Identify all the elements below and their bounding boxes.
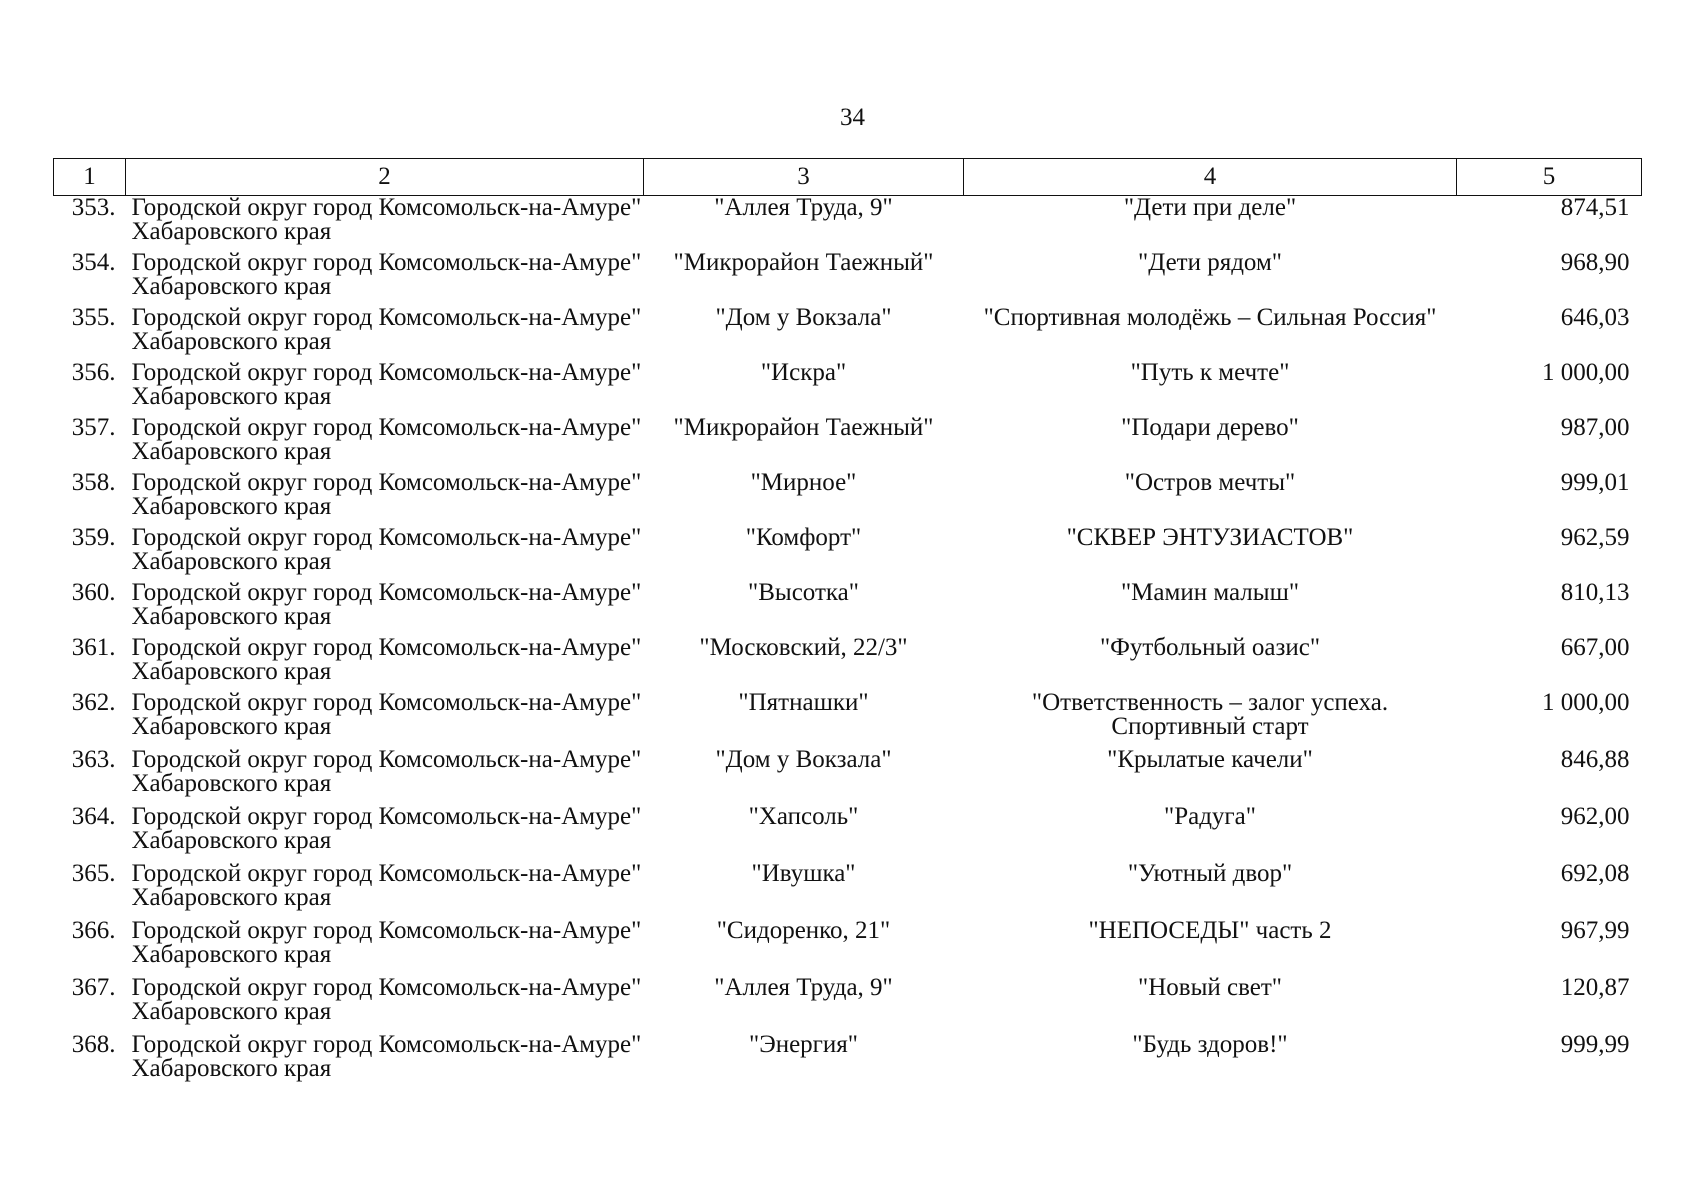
- row-number: 358.: [71, 468, 116, 496]
- table-row: [54, 581, 1642, 636]
- object-name: "Высотка": [748, 578, 859, 606]
- column-header-4: 4: [964, 159, 1457, 196]
- table-row: [54, 748, 1642, 805]
- municipality: Городской округ город Комсомольск-на-Амуре" Хабаровского края: [131, 859, 642, 911]
- municipality: Городской округ город Комсомольск-на-Амуре" Хабаровского края: [131, 802, 642, 854]
- object-name: "Искра": [760, 358, 847, 386]
- table-row: [54, 691, 1642, 748]
- project-name: "Уютный двор": [1127, 859, 1293, 887]
- amount: 962,00: [1560, 802, 1630, 830]
- row-number: 367.: [71, 973, 116, 1001]
- municipality: Городской округ город Комсомольск-на-Амуре" Хабаровского края: [131, 303, 642, 355]
- project-name: "Спортивная молодёжь – Сильная Россия": [983, 303, 1437, 331]
- project-name: "Новый свет": [1138, 973, 1282, 1001]
- object-name: "Микрорайон Таежный": [673, 413, 934, 441]
- data-table: [53, 158, 1642, 1090]
- municipality: Городской округ город Комсомольск-на-Амуре" Хабаровского края: [131, 578, 642, 630]
- table-row: [54, 919, 1642, 976]
- table-row: [54, 416, 1642, 471]
- object-name: "Микрорайон Таежный": [673, 248, 934, 276]
- table-row: [54, 306, 1642, 361]
- municipality: Городской округ город Комсомольск-на-Амуре" Хабаровского края: [131, 523, 642, 575]
- row-number: 368.: [71, 1030, 116, 1058]
- amount: 120,87: [1560, 973, 1630, 1001]
- amount: 1 000,00: [1542, 688, 1630, 716]
- municipality: Городской округ город Комсомольск-на-Амуре" Хабаровского края: [131, 413, 642, 465]
- project-name: "Дети рядом": [1138, 248, 1282, 276]
- project-name: "Дети при деле": [1123, 194, 1297, 221]
- table-row: [54, 471, 1642, 526]
- table-row: [54, 976, 1642, 1033]
- object-name: "Энергия": [748, 1030, 859, 1058]
- amount: 967,99: [1560, 916, 1630, 944]
- amount: 646,03: [1560, 303, 1630, 331]
- row-number: 363.: [71, 745, 116, 773]
- row-number: 365.: [71, 859, 116, 887]
- row-number: 357.: [71, 413, 116, 441]
- object-name: "Дом у Вокзала": [715, 745, 892, 773]
- object-name: "Ивушка": [751, 859, 856, 887]
- project-name: "Остров мечты": [1124, 468, 1296, 496]
- municipality: Городской округ город Комсомольск-на-Амуре" Хабаровского края: [131, 194, 642, 245]
- object-name: "Мирное": [750, 468, 857, 496]
- project-name: "Путь к мечте": [1130, 358, 1290, 386]
- amount: 1 000,00: [1542, 358, 1630, 386]
- project-name: "Мамин малыш": [1120, 578, 1300, 606]
- object-name: "Аллея Труда, 9": [714, 194, 893, 221]
- column-header-5: 5: [1457, 159, 1642, 196]
- table-row: [54, 862, 1642, 919]
- object-name: "Комфорт": [745, 523, 862, 551]
- project-name: "НЕПОСЕДЫ" часть 2: [1088, 916, 1332, 944]
- table-row: [54, 196, 1642, 251]
- amount: 667,00: [1560, 633, 1630, 661]
- object-name: "Хапсоль": [748, 802, 859, 830]
- amount: 999,01: [1560, 468, 1630, 496]
- amount: 874,51: [1560, 194, 1630, 221]
- object-name: "Дом у Вокзала": [715, 303, 892, 331]
- column-header-3: 3: [644, 159, 964, 196]
- amount: 810,13: [1560, 578, 1630, 606]
- object-name: "Московский, 22/3": [699, 633, 908, 661]
- municipality: Городской округ город Комсомольск-на-Амуре" Хабаровского края: [131, 633, 642, 685]
- object-name: "Сидоренко, 21": [716, 916, 891, 944]
- row-number: 353.: [71, 194, 116, 221]
- row-number: 366.: [71, 916, 116, 944]
- municipality: Городской округ город Комсомольск-на-Амуре" Хабаровского края: [131, 916, 642, 968]
- amount: 987,00: [1560, 413, 1630, 441]
- project-name: "Футбольный оазис": [1099, 633, 1321, 661]
- page-number: 34: [840, 104, 865, 131]
- row-number: 360.: [71, 578, 116, 606]
- project-name: "Крылатые качели": [1107, 745, 1313, 773]
- row-number: 355.: [71, 303, 116, 331]
- object-name: "Пятнашки": [738, 688, 869, 716]
- project-name: "Ответственность – залог успеха. Спортивный старт: [1031, 688, 1389, 740]
- project-name: "Будь здоров!": [1132, 1030, 1288, 1058]
- table-row: [54, 636, 1642, 691]
- table-row: [54, 526, 1642, 581]
- amount: 846,88: [1560, 745, 1630, 773]
- row-number: 354.: [71, 248, 116, 276]
- column-header-2: 2: [126, 159, 644, 196]
- object-name: "Аллея Труда, 9": [714, 973, 893, 1001]
- row-number: 362.: [71, 688, 116, 716]
- municipality: Городской округ город Комсомольск-на-Амуре" Хабаровского края: [131, 358, 642, 410]
- amount: 692,08: [1560, 859, 1630, 887]
- municipality: Городской округ город Комсомольск-на-Амуре" Хабаровского края: [131, 745, 642, 797]
- municipality: Городской округ город Комсомольск-на-Амуре" Хабаровского края: [131, 688, 642, 740]
- row-number: 364.: [71, 802, 116, 830]
- project-name: "Подари дерево": [1121, 413, 1299, 441]
- municipality: Городской округ город Комсомольск-на-Амуре" Хабаровского края: [131, 248, 642, 300]
- column-header-1: 1: [54, 159, 126, 196]
- table-row: [54, 361, 1642, 416]
- municipality: Городской округ город Комсомольск-на-Амуре" Хабаровского края: [131, 1030, 642, 1082]
- header-row: [54, 159, 1642, 196]
- amount: 968,90: [1560, 248, 1630, 276]
- amount: 962,59: [1560, 523, 1630, 551]
- municipality: Городской округ город Комсомольск-на-Амуре" Хабаровского края: [131, 468, 642, 520]
- amount: 999,99: [1560, 1030, 1630, 1058]
- project-name: "Радуга": [1164, 802, 1256, 830]
- table-row: [54, 1033, 1642, 1090]
- project-name: "СКВЕР ЭНТУЗИАСТОВ": [1066, 523, 1354, 551]
- row-number: 361.: [71, 633, 116, 661]
- table-row: [54, 251, 1642, 306]
- table-row: [54, 805, 1642, 862]
- municipality: Городской округ город Комсомольск-на-Амуре" Хабаровского края: [131, 973, 642, 1025]
- row-number: 356.: [71, 358, 116, 386]
- row-number: 359.: [71, 523, 116, 551]
